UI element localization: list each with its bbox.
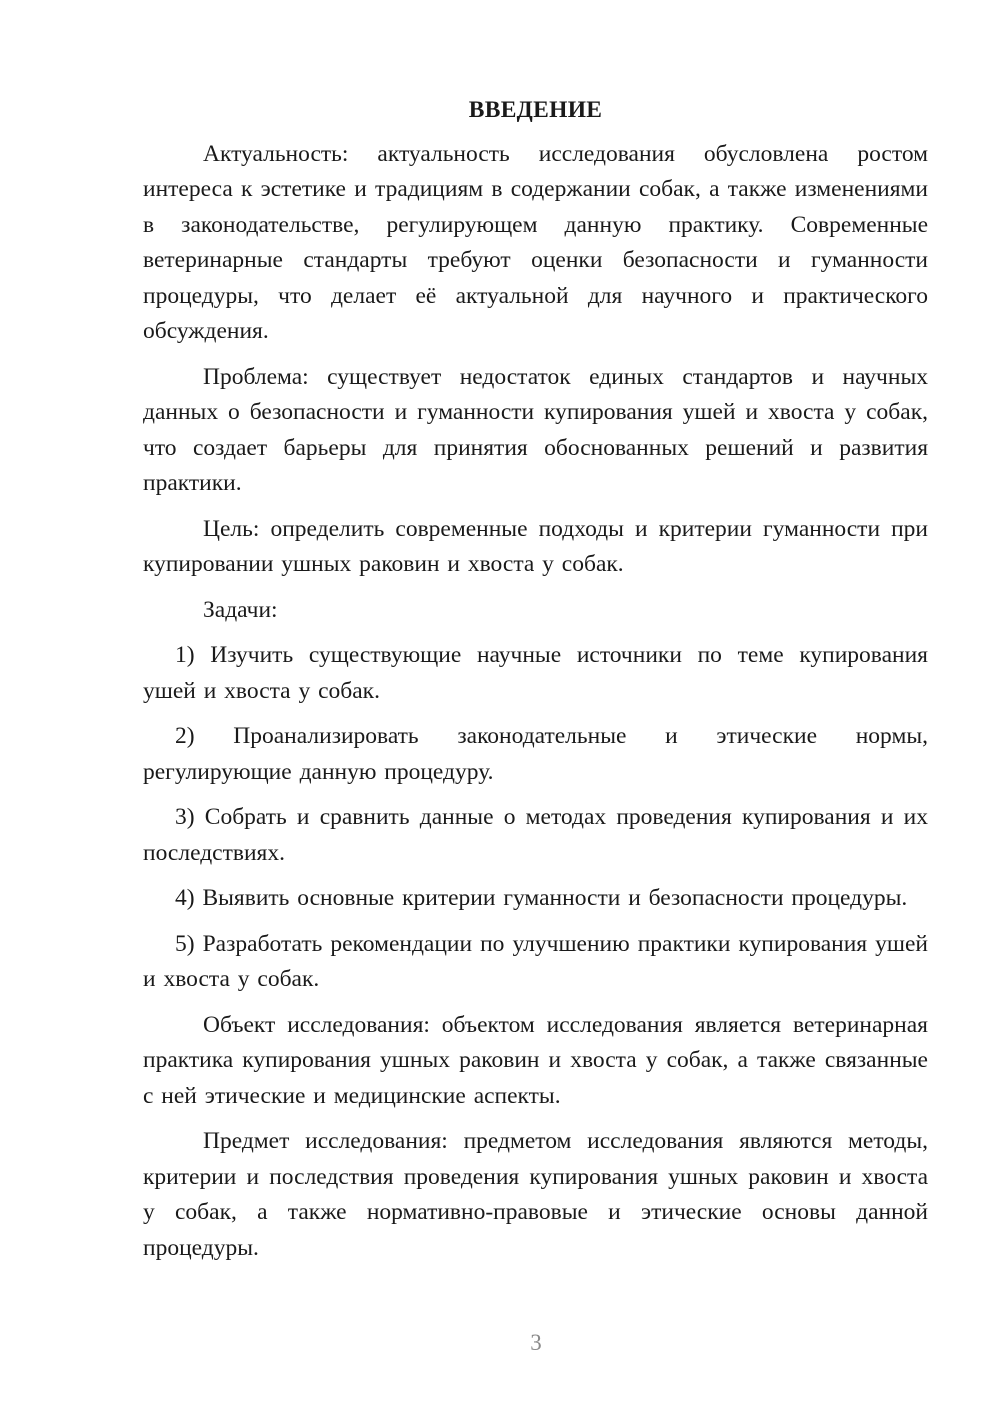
task-item-3: 3) Собрать и сравнить данные о методах проведения купирования и их последствиях. (143, 804, 928, 866)
object-paragraph: Объект исследования: объектом исследования является ветеринарная практика купирования ушных раковин и хвоста у собак, а также связанные с ней этические и медицинские аспекты. (143, 1011, 928, 1109)
subject-paragraph: Предмет исследования: предметом исследования являются методы, критерии и последствия проведения купирования ушных раковин и хвоста у собак, а также нормативно-правовые и этические основы данной процедуры. (143, 1128, 928, 1261)
document-page (143, 93, 928, 1276)
problem-paragraph: Проблема: существует недостаток единых стандартов и научных данных о безопасности и гуманности купирования ушей и хвоста у собак, что создает барьеры для принятия обоснованных решений и развития практики. (143, 363, 928, 496)
task-item-5: 5) Разработать рекомендации по улучшению практики купирования ушей и хвоста у собак. (143, 930, 928, 992)
tasks-label: Задачи: (203, 596, 278, 623)
task-item-1: 1) Изучить существующие научные источники по теме купирования ушей и хвоста у собак. (143, 642, 928, 704)
task-item-4: 4) Выявить основные критерии гуманности и безопасности процедуры. (175, 885, 908, 911)
goal-paragraph: Цель: определить современные подходы и критерии гуманности при купировании ушных раковин и хвоста у собак. (143, 515, 928, 577)
relevance-paragraph: Актуальность: актуальность исследования обусловлена ростом интереса к эстетике и традициям в содержании собак, а также изменениями в законодательстве, регулирующем данную практику. Современные ветеринарные стандарты требуют оценки безопасности и гуманности процедуры, что делает её актуальной для научного и практического обсуждения. (143, 140, 928, 344)
page-number: 3 (530, 1330, 542, 1355)
task-item-2: 2) Проанализировать законодательные и этические нормы, регулирующие данную процедуру. (143, 723, 928, 785)
page-title: ВВЕДЕНИЕ (468, 97, 603, 123)
